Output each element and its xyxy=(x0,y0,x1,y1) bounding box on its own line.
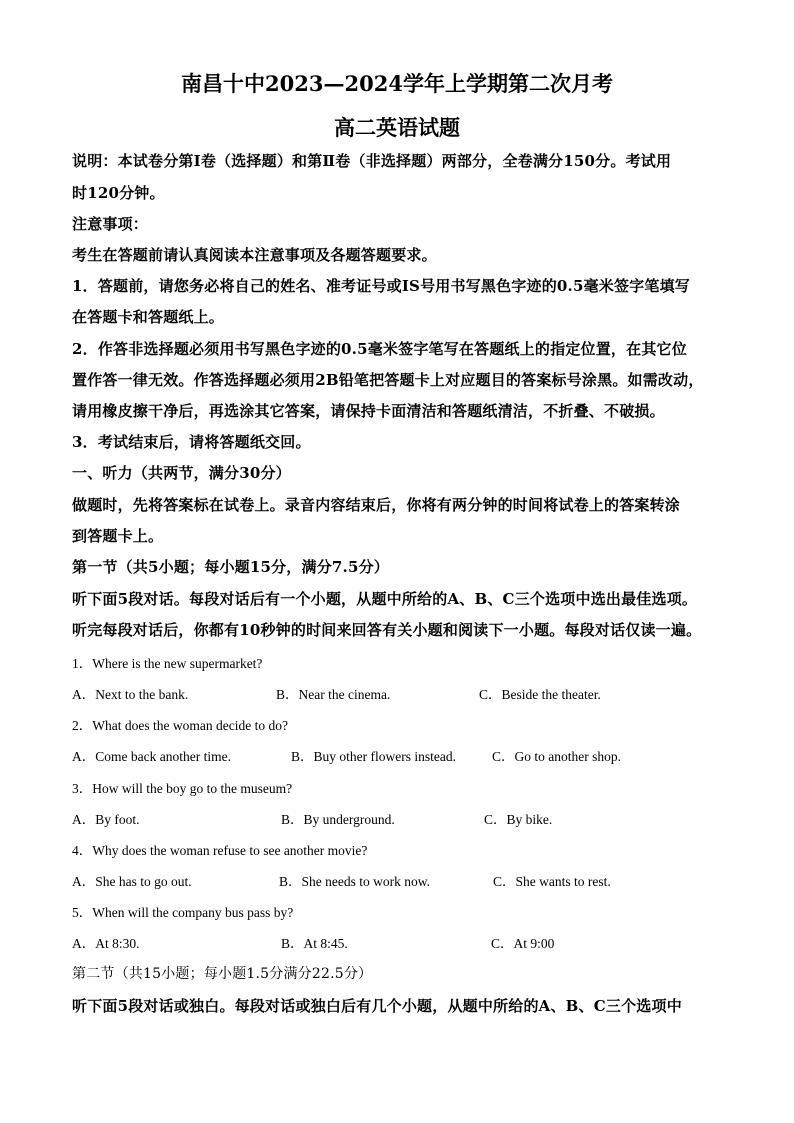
question-2-stem: 2．What does the woman decide to do? xyxy=(72,718,288,733)
question-2-option-a: A．Come back another time. xyxy=(72,749,231,764)
question-1-option-b: B．Near the cinema. xyxy=(276,687,391,702)
notice-heading: 注意事项： xyxy=(72,215,149,233)
exam-subtitle: 高二英语试题 xyxy=(334,115,460,140)
exam-title: 南昌十中2023—2024学年上学期第二次月考 xyxy=(181,71,613,96)
section-2-instruction-line-1: 听下面5段对话或独白。每段对话或独白后有几个小题，从题中所给的A、B、C三个选项中 xyxy=(72,997,682,1015)
question-4-option-c: C．She wants to rest. xyxy=(493,874,611,889)
question-5-stem: 5．When will the company bus pass by? xyxy=(72,905,294,920)
section-2-heading: 第二节（共15小题；每小题1.5分满分22.5分） xyxy=(72,966,373,982)
notice-item-1-line-2: 在答题卡和答题纸上。 xyxy=(72,308,225,326)
question-1-stem: 1．Where is the new supermarket? xyxy=(72,656,263,671)
question-5-option-c: C．At 9:00 xyxy=(491,936,555,951)
listening-instruction-line-2: 到答题卡上。 xyxy=(72,527,164,545)
question-5-option-a: A．At 8:30. xyxy=(72,936,140,951)
question-2-option-b: B．Buy other flowers instead. xyxy=(291,749,456,764)
question-4-option-a: A．She has to go out. xyxy=(72,874,192,889)
question-1-option-c: C．Beside the theater. xyxy=(479,687,601,702)
question-3-stem: 3．How will the boy go to the museum? xyxy=(72,781,293,796)
intro-line-2: 时120分钟。 xyxy=(72,184,165,202)
section-1-instruction-line-2: 听完每段对话后，你都有10秒钟的时间来回答有关小题和阅读下一小题。每段对话仅读一遍。 xyxy=(72,621,702,639)
question-5-option-b: B．At 8:45. xyxy=(281,936,348,951)
question-3-option-a: A．By foot. xyxy=(72,812,140,827)
question-2-option-c: C．Go to another shop. xyxy=(492,749,621,764)
question-4-option-b: B．She needs to work now. xyxy=(279,874,430,889)
listening-instruction-line-1: 做题时，先将答案标在试卷上。录音内容结束后，你将有两分钟的时间将试卷上的答案转涂 xyxy=(72,496,681,514)
intro-line-1: 说明：本试卷分第Ⅰ卷（选择题）和第Ⅱ卷（非选择题）两部分，全卷满分150分。考试用 xyxy=(72,152,672,170)
section-1-heading: 第一节（共5小题；每小题15分，满分7.5分） xyxy=(72,558,390,576)
notice-item-2-line-2: 置作答一律无效。作答选择题必须用2B铅笔把答题卡上对应题目的答案标号涂黑。如需改动， xyxy=(72,371,704,389)
notice-lead: 考生在答题前请认真阅读本注意事项及各题答题要求。 xyxy=(72,246,437,264)
listening-heading: 一、听力（共两节，满分30分） xyxy=(72,464,291,482)
notice-item-3: 3．考试结束后，请将答题纸交回。 xyxy=(72,433,311,451)
question-3-option-b: B．By underground. xyxy=(281,812,395,827)
notice-item-1-line-1: 1．答题前，请您务必将自己的姓名、准考证号或IS号用书写黑色字迹的0.5毫米签字笔填写 xyxy=(72,277,690,295)
question-3-option-c: C．By bike. xyxy=(484,812,553,827)
question-4-stem: 4．Why does the woman refuse to see another movie? xyxy=(72,843,368,858)
notice-item-2-line-1: 2．作答非选择题必须用书写黑色字迹的0.5毫米签字笔写在答题纸上的指定位置，在其它位 xyxy=(72,340,687,358)
question-1-option-a: A．Next to the bank. xyxy=(72,687,189,702)
notice-item-2-line-3: 请用橡皮擦干净后，再选涂其它答案，请保持卡面清洁和答题纸清洁，不折叠、不破损。 xyxy=(72,402,665,420)
section-1-instruction-line-1: 听下面5段对话。每段对话后有一个小题，从题中所给的A、B、C三个选项中选出最佳选项。 xyxy=(72,590,698,608)
